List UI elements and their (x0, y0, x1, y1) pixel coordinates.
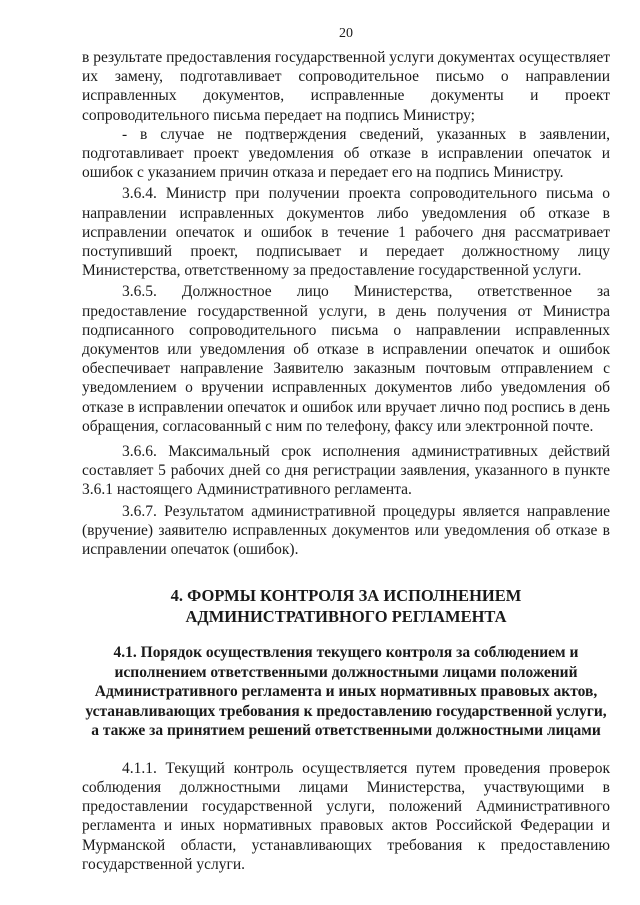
paragraph-3-6-4: 3.6.4. Министр при получении проекта сопроводительного письма о направлении исправленных документов либо уведомления об отказе в исправлении опечаток и ошибок в течение 1 рабочего дня рассматривает поступивший проект, подписывает и передает должностному лицу Министерства, ответственному за предоставление государственной услуги. (82, 185, 610, 280)
paragraph-4-1-1: 4.1.1. Текущий контроль осуществляется путем проведения проверок соблюдения должностными лицами Министерства, участвующими в предоставлении государственной услуги, положений Административного регламента и иных нормативных правовых актов Российской Федерации и Мурманской области, устанавливающих требования к предоставлению государственной услуги. (82, 759, 610, 873)
section-heading (82, 585, 610, 627)
paragraph-bullet-refusal: - в случае не подтверждения сведений, указанных в заявлении, подготавливает проект уведомления об отказе в исправлении опечаток и ошибок с указанием причин отказа и передает его на подпись Министру. (82, 125, 610, 182)
subsection-heading-line-1: 4.1. Порядок осуществления текущего контроля за соблюдением и (113, 644, 579, 662)
paragraph-3-6-6: 3.6.6. Максимальный срок исполнения административных действий составляет 5 рабочих дней со дня регистрации заявления, указанного в пункте 3.6.1 настоящего Административного регламента. (82, 443, 610, 499)
subsection-heading-line-5: а также за принятием решений ответственными должностными лицами (91, 722, 601, 740)
subsection-heading (82, 643, 610, 741)
subsection-heading-line-3: Административного регламента и иных нормативных правовых актов, (94, 683, 598, 701)
section-heading-line-2: АДМИНИСТРАТИВНОГО РЕГЛАМЕНТА (185, 607, 507, 627)
subsection-heading-line-4: устанавливающих требования к предоставлению государственной услуги, (85, 702, 607, 720)
paragraph-3-6-5: 3.6.5. Должностное лицо Министерства, ответственное за предоставление государственной услуги, в день получения от Министра подписанного сопроводительного письма о направлении исправленных документов или уведомления об отказе в исправлении опечаток и ошибок обеспечивает направление Заявителю заказным почтовым отправлением с уведомлением о вручении исправленных документов либо уведомления об отказе в исправлении опечаток и ошибок или вручает лично под роспись в день обращения, согласованный с ним по телефону, факсу или электронной почте. (82, 283, 610, 435)
paragraph-continuation: в результате предоставления государственной услуги документах осуществляет их замену, подготавливает сопроводительное письмо о направлении исправленных документов, исправленные документы и проект сопроводительного письма передает на подпись Министру; (82, 49, 610, 124)
page-number: 20 (339, 26, 353, 41)
paragraph-3-6-7: 3.6.7. Результатом административной процедуры является направление (вручение) заявителю исправленных документов или уведомления об отказе в исправлении опечаток (ошибок). (82, 502, 610, 559)
subsection-heading-line-2: исполнением ответственными должностными лицами положений (114, 663, 578, 681)
section-heading-line-1: 4. ФОРМЫ КОНТРОЛЯ ЗА ИСПОЛНЕНИЕМ (170, 586, 522, 606)
